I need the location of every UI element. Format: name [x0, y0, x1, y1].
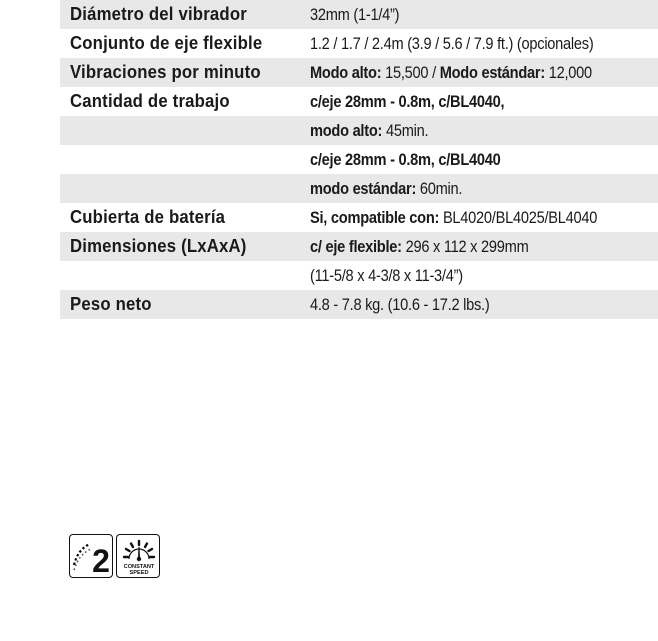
spec-label: Peso neto	[70, 294, 152, 314]
spec-value: c/eje 28mm - 0.8m, c/BL4040	[310, 150, 501, 169]
spec-label: Diámetro del vibrador	[70, 4, 247, 24]
spec-value: 4.8 - 7.8 kg. (10.6 - 17.2 lbs.)	[310, 295, 490, 314]
spec-row-dimensions-inches	[60, 261, 658, 290]
spec-row-diameter	[60, 0, 658, 29]
spec-label: Cantidad de trabajo	[70, 91, 230, 111]
two-speed-icon	[69, 534, 113, 578]
constant-speed-line1: CONSTANT	[123, 564, 155, 570]
constant-speed-line2: SPEED	[129, 570, 149, 576]
constant-speed-icon	[116, 534, 160, 578]
spec-value: 32mm (1-1/4”)	[310, 5, 400, 24]
spec-row-work-amount	[60, 87, 658, 116]
spec-value: Modo alto: 15,500 / Modo estándar: 12,000	[310, 63, 592, 82]
spec-row-net-weight	[60, 290, 658, 319]
spec-value: c/eje 28mm - 0.8m, c/BL4040,	[310, 92, 505, 111]
spec-row-flexible-shaft	[60, 29, 658, 58]
spec-label: Vibraciones por minuto	[70, 62, 261, 82]
spec-row-vibrations	[60, 58, 658, 87]
spec-value: c/ eje flexible: 296 x 112 x 299mm	[310, 237, 529, 256]
spec-label: Conjunto de eje flexible	[70, 33, 263, 53]
spec-row-work-amount-standard	[60, 174, 658, 203]
spec-value: 1.2 / 1.7 / 2.4m (3.9 / 5.6 / 7.9 ft.) (opcionales)	[310, 34, 594, 53]
spec-label: Cubierta de batería	[70, 207, 226, 227]
spec-value: modo alto: 45min.	[310, 121, 429, 140]
spec-value: (11-5/8 x 4-3/8 x 11-3/4”)	[310, 266, 463, 285]
two-speed-number: 2	[92, 543, 110, 579]
spec-row-battery-cover	[60, 203, 658, 232]
spec-row-work-amount-high	[60, 116, 658, 145]
spec-row-work-amount-2	[60, 145, 658, 174]
spec-value: Si, compatible con: BL4020/BL4025/BL4040	[310, 208, 598, 227]
spec-row-dimensions	[60, 232, 658, 261]
spec-value: modo estándar: 60min.	[310, 179, 463, 198]
spec-label: Dimensiones (LxAxA)	[70, 236, 247, 256]
feature-icons	[69, 534, 160, 578]
